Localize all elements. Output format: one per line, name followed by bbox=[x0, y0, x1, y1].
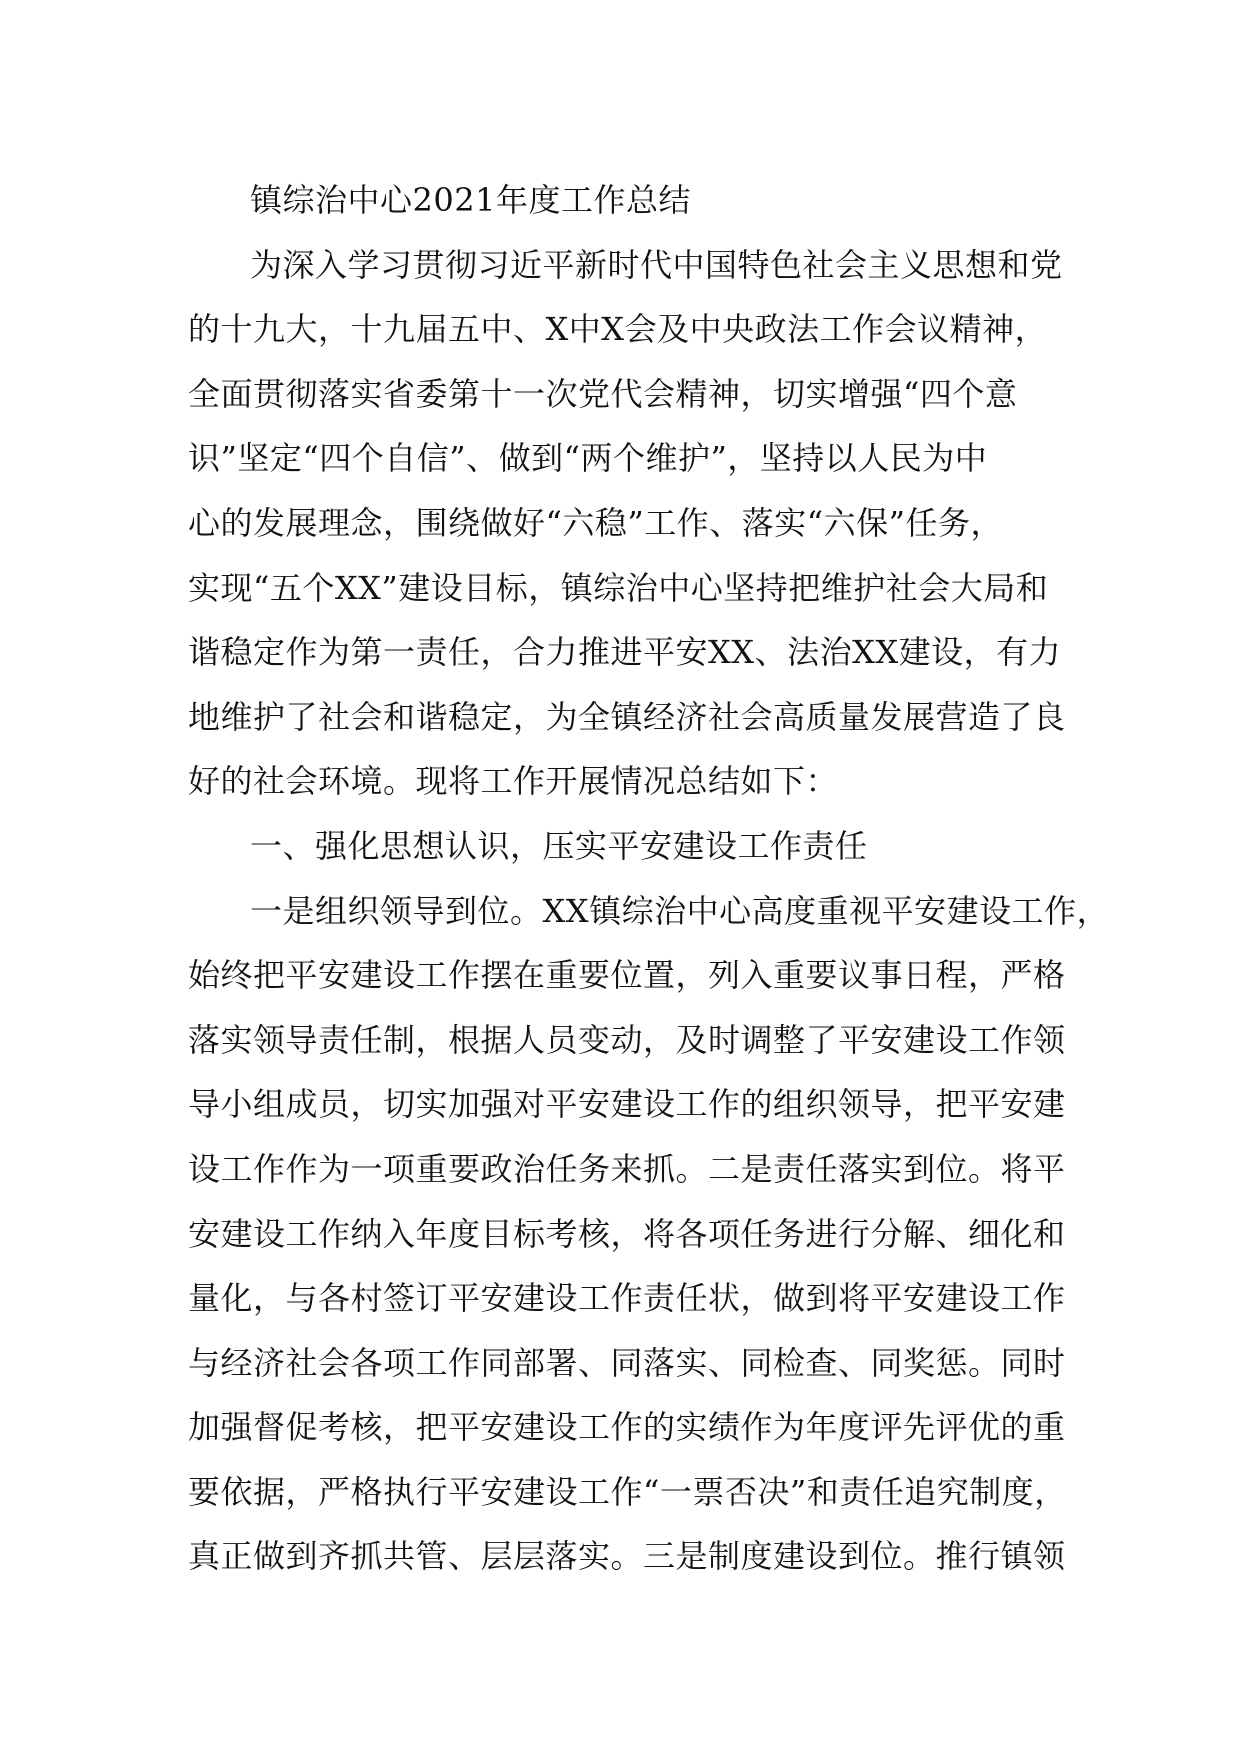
text-line: 地维护了社会和谐稳定，为全镇经济社会高质量发展营造了良 bbox=[188, 697, 1066, 736]
section-heading: 一、强化思想认识，压实平安建设工作责任 bbox=[250, 826, 868, 865]
document-title: 镇综治中心2021年度工作总结 bbox=[250, 181, 691, 219]
text-line: 要依据，严格执行平安建设工作“一票否决”和责任追究制度， bbox=[188, 1472, 1067, 1511]
text-line: 为深入学习贯彻习近平新时代中国特色社会主义思想和党 bbox=[250, 245, 1063, 284]
text-line: 实现“五个XX”建设目标，镇综治中心坚持把维护社会大局和 bbox=[188, 568, 1049, 607]
text-line: 始终把平安建设工作摆在重要位置，列入重要议事日程，严格 bbox=[188, 956, 1066, 995]
text-line: 落实领导责任制，根据人员变动，及时调整了平安建设工作领 bbox=[188, 1020, 1066, 1059]
document-body bbox=[188, 168, 1110, 1589]
text-line: 量化，与各村签订平安建设工作责任状，做到将平安建设工作 bbox=[188, 1279, 1066, 1318]
text-line: 心的发展理念，围绕做好“六稳”工作、落实“六保”任务， bbox=[188, 503, 1003, 542]
paragraph-section1 bbox=[188, 879, 1110, 1590]
text-line: 安建设工作纳入年度目标考核，将各项任务进行分解、细化和 bbox=[188, 1214, 1066, 1253]
text-line: 真正做到齐抓共管、层层落实。三是制度建设到位。推行镇领 bbox=[188, 1537, 1066, 1576]
text-line: 的十九大，十九届五中、X中X会及中央政法工作会议精神， bbox=[188, 310, 1048, 349]
text-line: 导小组成员，切实加强对平安建设工作的组织领导，把平安建 bbox=[188, 1085, 1066, 1124]
text-line: 谐稳定作为第一责任，合力推进平安XX、法治XX建设，有力 bbox=[188, 633, 1062, 672]
paragraph-intro bbox=[188, 233, 1070, 814]
text-line: 一是组织领导到位。XX镇综治中心高度重视平安建设工作， bbox=[250, 891, 1110, 930]
text-line: 好的社会环境。现将工作开展情况总结如下： bbox=[188, 762, 839, 801]
text-line: 识”坚定“四个自信”、做到“两个维护”，坚持以人民为中 bbox=[188, 439, 988, 478]
text-line: 全面贯彻落实省委第十一次党代会精神，切实增强“四个意 bbox=[188, 374, 1018, 413]
text-line: 加强督促考核，把平安建设工作的实绩作为年度评先评优的重 bbox=[188, 1408, 1066, 1447]
text-line: 与经济社会各项工作同部署、同落实、同检查、同奖惩。同时 bbox=[188, 1343, 1066, 1382]
text-line: 设工作作为一项重要政治任务来抓。二是责任落实到位。将平 bbox=[188, 1149, 1066, 1188]
